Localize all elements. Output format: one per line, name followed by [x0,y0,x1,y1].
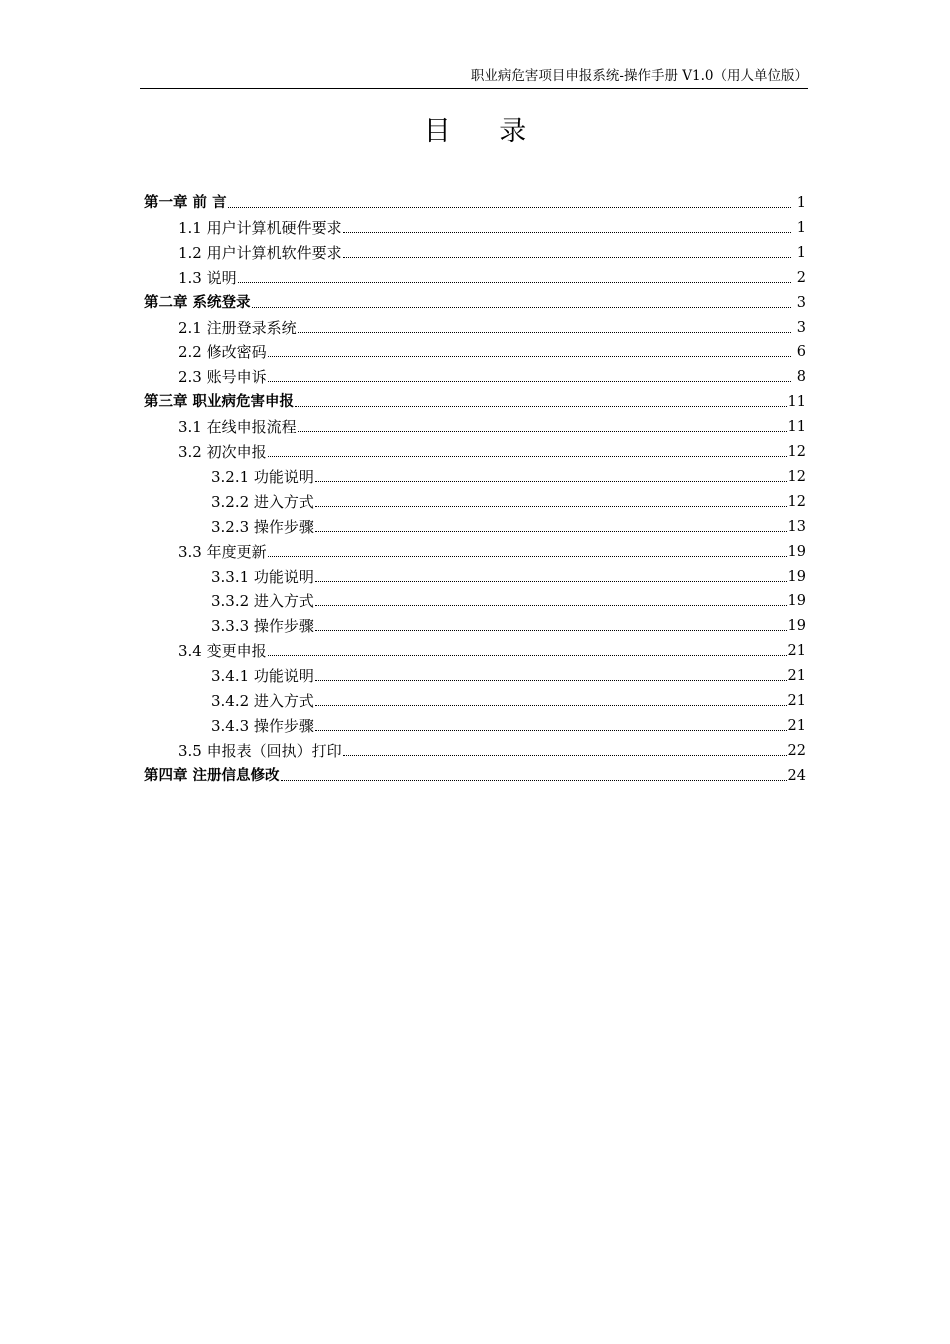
toc-section-entry[interactable] [178,337,806,361]
toc-entry-label: 3.2.2 进入方式 [211,492,314,511]
toc-entry-page-number: 11 [787,394,806,411]
dot-leader [343,232,791,233]
dot-leader [315,531,787,532]
toc-section-entry[interactable] [178,313,806,337]
dot-leader [298,332,791,333]
toc-section-entry[interactable] [211,586,806,610]
toc-entry-label: 3.5 申报表（回执）打印 [178,741,342,760]
toc-entry-label: 第四章 注册信息修改 [144,767,280,784]
toc-entry-page-number: 21 [787,643,806,660]
toc-entry-label: 第一章 前 言 [144,195,227,211]
toc-section-entry[interactable] [178,636,806,660]
toc-section-entry[interactable] [178,412,806,436]
toc-entry-page-number: 21 [787,717,806,734]
toc-entry-page-number: 3 [796,294,806,311]
dot-leader [343,257,791,258]
toc-chapter-entry[interactable] [144,288,806,312]
page-title: 目 录 [423,116,547,147]
toc-section-entry[interactable] [211,562,806,586]
toc-entry-label: 3.2.1 功能说明 [211,467,314,486]
toc-entry-page-number: 3 [796,319,806,336]
toc-section-entry[interactable] [178,437,806,461]
toc-entry-page-number: 1 [796,219,806,236]
toc-chapter-entry[interactable] [144,387,806,411]
toc-entry-page-number: 12 [787,468,806,485]
toc-entry-label: 3.1 在线申报流程 [178,418,297,437]
toc-entry-label: 3.4.3 操作步骤 [211,716,314,735]
toc-entry-label: 3.4.1 功能说明 [211,667,314,686]
toc-entry-label: 第二章 系统登录 [144,294,251,311]
toc-entry-page-number: 2 [796,269,806,286]
toc-entry-page-number: 19 [787,568,806,585]
dot-leader [315,680,787,681]
toc-entry-page-number: 24 [787,767,806,784]
dot-leader [295,406,786,407]
toc-entry-page-number: 1 [796,244,806,261]
running-header: 职业病危害项目申报系统-操作手册 V1.0（用人单位版） [470,68,808,84]
dot-leader [315,705,787,706]
toc-entry-label: 3.3.2 进入方式 [211,592,314,611]
dot-leader [315,481,787,482]
toc-entry-label: 3.4 变更申报 [178,642,267,661]
toc-section-entry[interactable] [178,263,806,287]
toc-entry-label: 2.3 账号申诉 [178,368,267,387]
toc-entry-label: 2.2 修改密码 [178,343,267,362]
toc-section-entry[interactable] [178,736,806,760]
toc-entry-page-number: 12 [787,493,806,510]
toc-section-entry[interactable] [178,213,806,237]
toc-chapter-entry[interactable] [144,188,806,212]
dot-leader [281,780,787,781]
toc-entry-label: 3.3.3 操作步骤 [211,617,314,636]
toc-chapter-entry[interactable] [144,761,806,785]
toc-entry-page-number: 19 [787,593,806,610]
toc-entry-page-number: 13 [787,518,806,535]
toc-section-entry[interactable] [211,512,806,536]
toc-entry-label: 1.3 说明 [178,268,237,287]
toc-section-entry[interactable] [211,711,806,735]
dot-leader [315,730,787,731]
toc-entry-page-number: 6 [796,344,806,361]
toc-section-entry[interactable] [178,537,806,561]
toc-section-entry[interactable] [211,661,806,685]
toc-entry-label: 1.1 用户计算机硬件要求 [178,218,342,237]
dot-leader [268,556,787,557]
toc-entry-page-number: 1 [796,195,806,211]
toc-entry-label: 3.4.2 进入方式 [211,692,314,710]
toc-entry-page-number: 19 [787,618,806,635]
toc-entry-page-number: 22 [787,742,806,759]
toc-entry-page-number: 11 [787,419,806,436]
dot-leader [238,282,791,283]
dot-leader [228,207,791,208]
dot-leader [315,581,787,582]
dot-leader [268,356,791,357]
dot-leader [315,605,787,606]
header-rule [140,88,808,89]
toc-entry-label: 3.3 年度更新 [178,542,267,561]
toc-section-entry[interactable] [211,487,806,511]
toc-entry-page-number: 12 [787,444,806,460]
toc-entry-label: 1.2 用户计算机软件要求 [178,243,342,262]
toc-entry-label: 第三章 职业病危害申报 [144,394,295,411]
toc-entry-label: 3.3.1 功能说明 [211,567,314,586]
toc-section-entry[interactable] [211,611,806,635]
dot-leader [252,307,791,308]
toc-section-entry[interactable] [211,686,806,710]
toc-entry-label: 3.2.3 操作步骤 [211,517,314,536]
dot-leader [268,655,787,656]
toc-entry-page-number: 21 [787,693,806,709]
dot-leader [298,431,787,432]
toc-entry-page-number: 19 [787,543,806,560]
toc-section-entry[interactable] [178,362,806,386]
dot-leader [268,456,787,457]
toc-section-entry[interactable] [178,238,806,262]
dot-leader [343,755,787,756]
toc-entry-page-number: 8 [796,369,806,386]
toc-entry-page-number: 21 [787,668,806,685]
toc-entry-label: 3.2 初次申报 [178,443,267,461]
dot-leader [315,630,787,631]
toc-section-entry[interactable] [211,462,806,486]
dot-leader [268,381,791,382]
dot-leader [315,506,787,507]
toc-entry-label: 2.1 注册登录系统 [178,318,297,337]
